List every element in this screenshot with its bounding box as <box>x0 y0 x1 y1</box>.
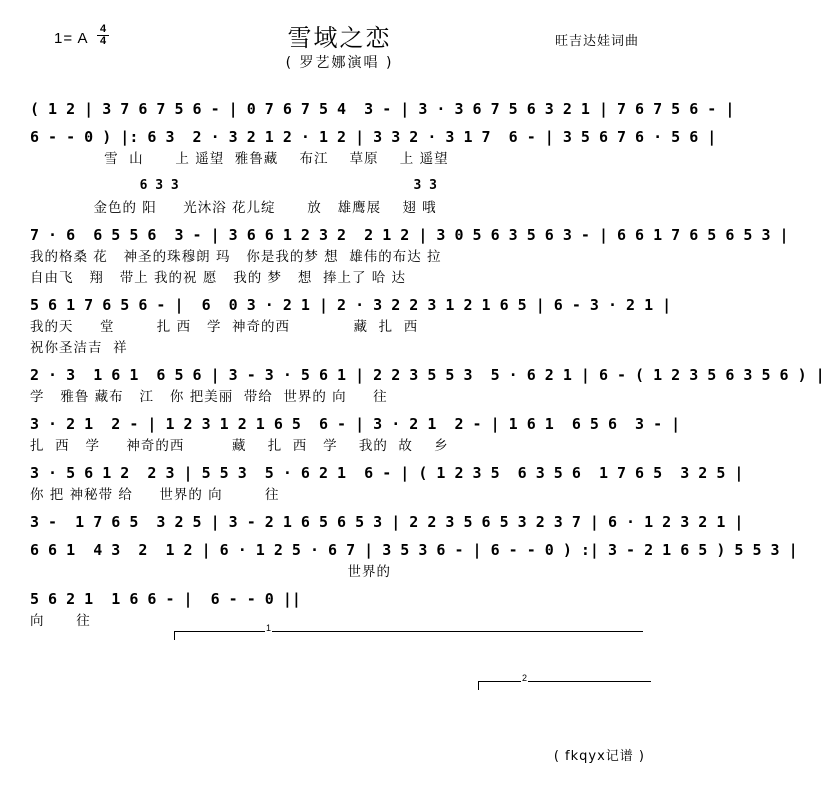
notation-line: 5 6 1 7 6 5 6 - | 6 0 3 · 2 1 | 2 · 3 2 2 3 1 2 1 6 5 | 6 - 3 · 2 1 | <box>30 296 672 314</box>
key-signature: 1= A <box>54 30 89 47</box>
lyric-line: 金色的 阳 光沐浴 花儿绽 放 雄鹰展 翅 哦 <box>30 200 437 216</box>
notation-line: 6 - - 0 ) |: 6 3 2 · 3 2 1 2 · 1 2 | 3 3 2 · 3 1 7 6 - | 3 5 6 7 6 · 5 6 | <box>30 128 717 146</box>
score-row <box>30 506 744 534</box>
score-row <box>30 289 672 359</box>
score-row <box>30 408 681 457</box>
notation-line: 6 3 3 3 3 <box>30 178 437 193</box>
volta-number-1: 1 <box>266 623 272 633</box>
notation-line: 3 · 5 6 1 2 2 3 | 5 5 3 5 · 6 2 1 6 - | ( 1 2 3 5 6 3 5 6 1 7 6 5 3 2 5 | <box>30 464 744 482</box>
notation-line: 7 · 6 6 5 5 6 3 - | 3 6 6 1 2 3 2 2 1 2 | 3 0 5 6 3 5 6 3 - | 6 6 1 7 6 5 6 5 3 | <box>30 226 789 244</box>
lyric-line: 向 往 <box>30 613 91 629</box>
song-title: 雪域之恋 <box>287 24 392 52</box>
score-row <box>30 219 789 289</box>
score-row <box>30 583 652 632</box>
lyric-line: 雪 山 上 遥望 雅鲁藏 布江 草原 上 遥望 <box>30 151 449 167</box>
lyric-line: 祝你圣洁吉 祥 <box>30 340 128 356</box>
notation-line: 3 · 2 1 2 - | 1 2 3 1 2 1 6 5 6 - | 3 · 2 1 2 - | 1 6 1 6 5 6 3 - | <box>30 415 681 433</box>
score-rows <box>30 93 825 632</box>
volta-bracket-2 <box>478 673 651 690</box>
lyric-line: 自由飞 翔 带上 我的祝 愿 我的 梦 想 捧上了 哈 达 <box>30 270 407 286</box>
score-row <box>30 93 735 121</box>
score-row <box>30 457 744 506</box>
lyric-line: 我的格桑 花 神圣的珠穆朗 玛 你是我的梦 想 雄伟的布达 拉 <box>30 249 442 265</box>
lyric-line: 我的天 堂 扎 西 学 神奇的西 藏 扎 西 <box>30 319 419 335</box>
notation-line: 6 6 1 4 3 2 1 2 | 6 · 1 2 5 · 6 7 | 3 5 3 6 - | 6 - - 0 ) :| 3 - 2 1 6 5 ) 5 5 3 | <box>30 541 798 559</box>
lyric-line: 扎 西 学 神奇的西 藏 扎 西 学 我的 故 乡 <box>30 438 449 454</box>
volta-number-2: 2 <box>522 673 528 683</box>
score-row <box>30 359 825 408</box>
transcriber-credit: ( fkqyx记谱 ) <box>553 749 645 764</box>
score-row <box>30 170 652 219</box>
notation-line: 5 6 2 1 1 6 6 - | 6 - - 0 || <box>30 590 301 608</box>
notation-line: 2 · 3 1 6 1 6 5 6 | 3 - 3 · 5 6 1 | 2 2 3 5 5 3 5 · 6 2 1 | 6 - ( 1 2 3 5 6 3 5 6 ) | <box>30 366 825 384</box>
lyric-line: 你 把 神秘带 给 世界的 向 往 <box>30 487 280 503</box>
time-numerator: 4 <box>97 24 109 36</box>
singer-credit: ( 罗艺娜演唱 ) <box>285 55 394 71</box>
volta-bracket-1 <box>174 623 643 640</box>
score-row <box>30 534 798 583</box>
notation-line: ( 1 2 | 3 7 6 7 5 6 - | 0 7 6 7 5 4 3 - | 3 · 3 6 7 5 6 3 2 1 | 7 6 7 5 6 - | <box>30 100 735 118</box>
time-denominator: 4 <box>99 35 107 47</box>
composer-credit: 旺吉达娃词曲 <box>554 34 639 49</box>
lyric-line: 世界的 <box>30 564 391 580</box>
lyric-line: 学 雅鲁 藏布 江 你 把美丽 带给 世界的 向 往 <box>30 389 388 405</box>
notation-line: 3 - 1 7 6 5 3 2 5 | 3 - 2 1 6 5 6 5 3 | 2 2 3 5 6 5 3 2 3 7 | 6 · 1 2 3 2 1 | <box>30 513 744 531</box>
score-row <box>30 121 717 170</box>
